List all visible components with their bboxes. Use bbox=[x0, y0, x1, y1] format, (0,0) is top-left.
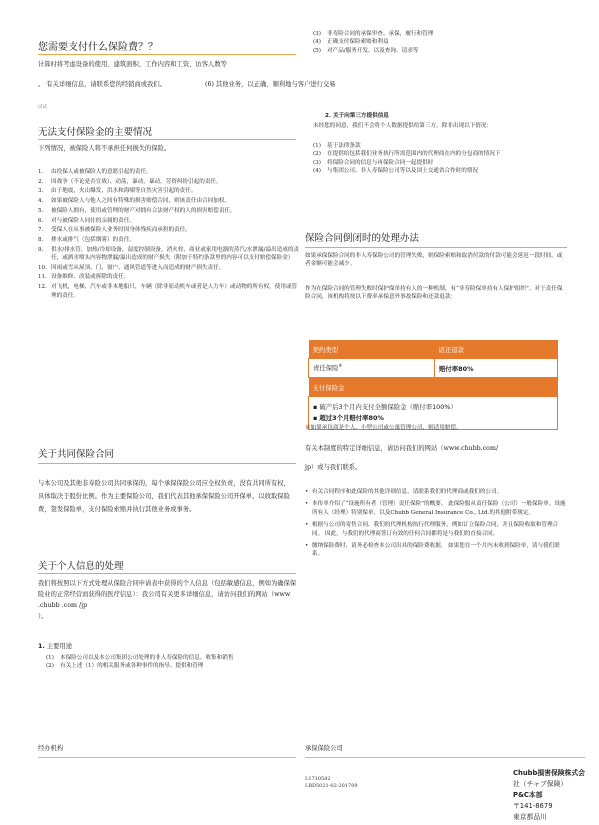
paragraph: 。 有关详细信息，请联系您的经销商或我们。 bbox=[38, 81, 166, 88]
exclusion-item bbox=[38, 226, 300, 234]
list-item-number: (4) bbox=[313, 168, 321, 175]
list-item-number: (1) bbox=[46, 655, 54, 661]
paragraph: 作为在保险合同的管理失败时保护保单持有人的一种机制，有“非寿险保单持有人保护组织”。对于责任保险合同，该机构将按以下费率承保意外事故保险和还款退款： bbox=[305, 286, 563, 301]
divider bbox=[38, 757, 296, 758]
table-header-row bbox=[309, 378, 558, 397]
insurer-company-block bbox=[513, 768, 599, 823]
exclusion-item bbox=[38, 168, 300, 176]
list-item-text: 基于法律条款 bbox=[327, 143, 361, 149]
table-bullet-text: 破产后3个月内支付全额保险金（赔付率100%） bbox=[319, 403, 457, 411]
paragraph: 计算时将考虑设备的使用、建筑面积、工作内容和工资、访客人数等 bbox=[38, 61, 227, 68]
section-title-premium: 您需要支付什么保险费？？ bbox=[38, 42, 158, 53]
list-item-number: 3. bbox=[38, 188, 44, 195]
note-bullet bbox=[305, 542, 567, 559]
list-item-text: 因雨或雪从屋顶、门、窗户、通风管道等进入而造成的财产损失责任。 bbox=[51, 264, 225, 271]
subsection-number: 1. bbox=[38, 643, 45, 650]
table-bullet: ▪ 超过3个月赔付率80% bbox=[313, 414, 384, 422]
list-item-text: 由投保人或被保险人的意愿引起的责任。 bbox=[51, 169, 152, 175]
section-title-personal-info: 关于个人信息的处理 bbox=[38, 561, 124, 572]
note-bullet-text: • 有关合同程序和此保险的其他详细信息，请联系我们的代理商或我们的公司。 bbox=[312, 489, 503, 495]
list-item-text: 本保险公司以及本公司集团公司处理的非人寿保险的信息、收集和销售 bbox=[60, 655, 234, 661]
company-name-alt: 社（チャブ保険） bbox=[513, 780, 568, 788]
company-name: Chubb損害保険株式会 bbox=[513, 769, 585, 777]
divider bbox=[305, 247, 567, 248]
list-item-text: 与集团公司、非人寿保险公司等以及国土交通省合作时的情况 bbox=[327, 168, 479, 175]
paragraph: 与本公司及其他非寿险公司共同承保的，每个承保保险公司应全权负责，没有共同所有权，具体取决于股份比例。作为主要保险公司，我们代表其他承保保险公司开保单，以收取保险费，签发保险单，支付保险索赔并执行其他业务或事务。 bbox=[38, 480, 290, 513]
paragraph-part: 我公司有关更多详细信息，请访问我们的网站（www .chubb .com /jp bbox=[38, 591, 291, 609]
list-item-text: 正确支付保险索赔和利益 bbox=[327, 39, 389, 46]
footnote-mark: ※ bbox=[338, 363, 342, 369]
note-bullet bbox=[305, 488, 567, 496]
list-item-text: 非寿险合同的承保审查、承保，履行和管理 bbox=[327, 31, 434, 37]
divider bbox=[38, 54, 296, 55]
compensation-table bbox=[308, 340, 558, 430]
list-item-text: 有关上述（1）的相关服务或各种事件的指导、提供和管理 bbox=[60, 663, 204, 670]
exclusion-item bbox=[38, 246, 300, 263]
divider bbox=[38, 573, 296, 574]
note-bullet-text: • 缴纳保险费时，请务必检查本公司出具的保险费收据。 如果您在一个月内未收到保险单，请与我们联系。 bbox=[312, 543, 560, 558]
note-bullet-text: • 本传单介绍了“设施所有者（管理）责任保险”的概要。 此保险服从责任保险（公司）一般保险单。设施所有人（经理）特别保单，以及Chubb General Insurance Co., Ltd.的其他附带规定。 bbox=[312, 501, 566, 516]
list-item-number: 10. bbox=[38, 264, 47, 271]
purpose-item bbox=[313, 47, 583, 55]
third-party-item bbox=[313, 150, 575, 158]
list-item-text: 受保人在从事被保险人业务时因身体残疾而承担的责任。 bbox=[51, 227, 191, 234]
section-title-insolvency: 保险合同倒闭时的处理办法 bbox=[305, 233, 420, 244]
section-title-exclusions: 无法支付保险金的主要情况 bbox=[38, 127, 153, 138]
purpose-list-continued bbox=[313, 30, 583, 55]
exclusion-item bbox=[38, 264, 300, 272]
footer-label-insurer: 承保保险公司 bbox=[305, 745, 343, 752]
subsection-title: 2. 关于向第三方提供信息 bbox=[325, 113, 389, 119]
paragraph: 下列情况，被保险人将不承担任何损失的保险。 bbox=[38, 145, 171, 152]
exclusion-list bbox=[38, 168, 300, 301]
exclusion-item bbox=[38, 236, 300, 244]
table-header-row bbox=[309, 340, 558, 359]
list-item-text: 因战争（不论是否宣战）、动荡，暴动，暴动，劳资纠纷引起的责任。 bbox=[51, 178, 222, 185]
list-item-number: 11. bbox=[38, 274, 47, 281]
table-cell: 赔付率80% bbox=[435, 359, 558, 378]
exclusion-item bbox=[38, 187, 300, 195]
table-cell bbox=[309, 359, 435, 378]
purpose-item bbox=[313, 30, 583, 38]
list-item-text: 对产品/服务开发、以及查询、请求等 bbox=[327, 47, 419, 54]
paragraph: jp）或与我们联系。 bbox=[305, 464, 362, 471]
third-party-item bbox=[313, 142, 575, 150]
note-bullet bbox=[305, 521, 567, 538]
list-item-text: 对与被保险人同住的亲属的责任。 bbox=[51, 217, 135, 224]
list-item-number: 6. bbox=[38, 217, 44, 224]
exclusion-item bbox=[38, 207, 300, 215]
exclusion-item bbox=[38, 273, 300, 281]
third-party-list bbox=[313, 142, 575, 176]
list-item-number: 2. bbox=[38, 178, 44, 185]
table-row bbox=[309, 359, 558, 378]
list-item-text: 被保险人拥有，使用或管理的财产对拥有合法财产权的人的损害赔偿责任。 bbox=[51, 207, 236, 214]
exclusion-item bbox=[38, 197, 300, 205]
list-item-number: 12. bbox=[38, 284, 47, 291]
table-bullet: ▪ 破产后3个月内支付全额保险金（赔付率100%） bbox=[313, 403, 457, 411]
list-item-number: (2) bbox=[313, 151, 321, 158]
purpose-item bbox=[46, 654, 296, 662]
table-cell-text: 责任保险 bbox=[313, 364, 339, 373]
paragraph: 有关本制度的特定详细信息，请访问我们的网站（www.chubb.com/ bbox=[305, 445, 499, 452]
subsection-title: 主要用途 bbox=[46, 643, 72, 650]
list-item-number: (4) bbox=[313, 39, 321, 46]
note-bullet-text: • 根据与公司的寄售合同，我们的代理机构执行代理服务，例如订立保险合同，并且保险收取和管理合同。 因此，与我们的代理商签订有效的任何合同都将是与我们的直接合同。 bbox=[312, 522, 559, 537]
divider bbox=[38, 463, 296, 464]
paragraph-part: ）。 bbox=[38, 613, 48, 620]
table-header-cell: 契约类型 bbox=[312, 345, 339, 354]
table-bullet-text: 超过3个月赔付率80% bbox=[319, 414, 384, 422]
list-item-text: 设备维修、改装或拆除的责任。 bbox=[51, 274, 130, 281]
subsection bbox=[38, 642, 300, 651]
code-line: LBD5021-02-201709 bbox=[305, 783, 358, 789]
list-item-text: 由于地震，火山爆发，洪水和海啸等自然灾害引起的责任。 bbox=[51, 188, 197, 195]
list-item-number: 7. bbox=[38, 227, 44, 234]
list-item-number: (3) bbox=[313, 159, 321, 166]
exclusion-item bbox=[38, 283, 300, 300]
paragraph: 如果承保保险合同的非人寿保险公司的管理失败，则保险索赔和取消付款的付款可能会延迟一段时间，或者金额可能会减少。 bbox=[305, 253, 563, 268]
list-item-text: 对飞机，电梯，汽车或非本地船只，车辆（除非原动机车或者是人力车）或动物的所有权，使用或管理的责任。 bbox=[51, 284, 298, 299]
exclusion-item bbox=[38, 217, 300, 225]
exclusion-item bbox=[38, 178, 300, 186]
tiny-note: 试试 bbox=[38, 105, 47, 110]
paragraph: 未经您的同意，我们不会将个人数据提供给第三方，除非出现以下情况： bbox=[313, 123, 493, 129]
purpose-item bbox=[46, 662, 296, 670]
paragraph-part: 我们将按照以下方式处理从保险合同申请表中获得的个人信息（包括敏感信息，例如为确保保险业的正常经营而获得的医疗信息）： bbox=[38, 580, 297, 598]
company-address: 東京都品川 bbox=[513, 813, 547, 821]
list-item-number: 1. bbox=[38, 169, 44, 175]
purpose-list bbox=[46, 654, 296, 671]
footnote: ※如果承包商是个人、小型公司或公寓管理公司，则适用赔偿。 bbox=[305, 425, 462, 431]
document-code bbox=[305, 776, 358, 790]
notes-bullet-list bbox=[305, 488, 567, 563]
third-party-item bbox=[313, 167, 575, 175]
list-item-text: 排水或排气（包括烟雾）的责任。 bbox=[51, 236, 135, 243]
list-item-text: 将保险合同的信息与再保险合同一起提供时 bbox=[327, 159, 434, 166]
paragraph: (6) 其他业务，以正确、顺利地与客户进行交易 bbox=[205, 81, 336, 88]
list-item-number: (5) bbox=[313, 47, 321, 54]
list-item-number: (1) bbox=[313, 143, 321, 149]
list-item-number: 8. bbox=[38, 236, 44, 243]
divider bbox=[38, 139, 296, 140]
code-line: L1710582 bbox=[305, 776, 331, 782]
company-division: P&C本部 bbox=[513, 791, 543, 799]
list-item-number: (3) bbox=[313, 31, 321, 37]
table-header-cell: 返还退款 bbox=[438, 345, 465, 354]
list-item-number: (2) bbox=[46, 663, 54, 670]
note-bullet bbox=[305, 500, 567, 517]
company-postcode: 〒141-8679 bbox=[513, 802, 553, 810]
divider bbox=[305, 757, 585, 758]
list-item-text: 在提供给包括我们业务执行所需范围内的代理商在内的分包商的情况下 bbox=[327, 151, 501, 158]
footer-label-agency: 经办机构 bbox=[38, 745, 64, 752]
list-item-text: 如果被保险人与他人之间有特殊的损害赔偿合同，则该责任由合同加权。 bbox=[51, 198, 231, 205]
list-item-number: 5. bbox=[38, 207, 44, 214]
third-party-item bbox=[313, 159, 575, 167]
list-item-text: 供水/排水管，加热/冷却设备，湿度控制设备，消火栓，商业或家用电器的蒸汽/水泄漏/溢出造成的责任，或洒水喷头内容物泄漏/溢出造成的财产损失（附加于特约条款里的内容可以支付赔偿保险金） bbox=[51, 246, 300, 262]
list-item-number: 4. bbox=[38, 198, 44, 205]
section-title-coinsurance: 关于共同保险合同 bbox=[38, 449, 115, 460]
paragraph bbox=[38, 578, 300, 622]
list-item-number: 9. bbox=[38, 246, 44, 253]
purpose-item bbox=[313, 38, 583, 46]
table-header-cell: 支付保险金 bbox=[312, 383, 345, 392]
